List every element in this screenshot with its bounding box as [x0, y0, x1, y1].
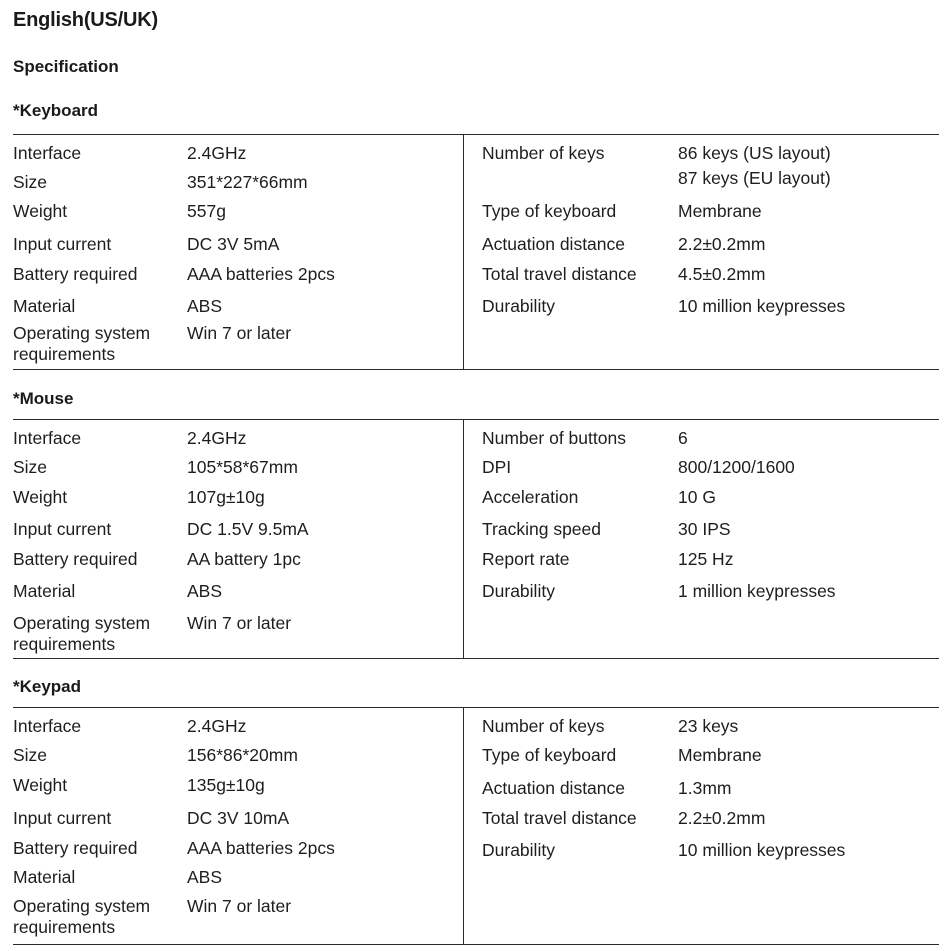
- spec-value: 2.4GHz: [187, 716, 247, 736]
- spec-label: requirements: [13, 634, 116, 654]
- spec-label: Material: [13, 581, 76, 601]
- spec-label: Actuation distance: [482, 778, 626, 798]
- spec-label: Durability: [482, 296, 555, 316]
- spec-label: Number of buttons: [482, 428, 626, 448]
- spec-value: 351*227*66mm: [187, 172, 308, 192]
- spec-value: 87 keys (EU layout): [678, 168, 831, 188]
- spec-value: ABS: [187, 296, 223, 316]
- spec-value: 10 million keypresses: [678, 840, 846, 860]
- spec-label: Size: [13, 745, 48, 765]
- spec-label: Report rate: [482, 549, 570, 569]
- language-title: English(US/UK): [13, 9, 158, 31]
- spec-label: Operating system: [13, 323, 151, 343]
- spec-value: 156*86*20mm: [187, 745, 298, 765]
- spec-value: 2.2±0.2mm: [678, 808, 766, 828]
- spec-value: 2.4GHz: [187, 428, 247, 448]
- spec-label: Interface: [13, 143, 82, 163]
- spec-value: Membrane: [678, 201, 762, 221]
- mouse-bottom-rule: [13, 658, 939, 659]
- spec-value: 1.3mm: [678, 778, 732, 798]
- spec-label: Type of keyboard: [482, 745, 617, 765]
- spec-label: Input current: [13, 519, 112, 539]
- spec-value: 2.2±0.2mm: [678, 234, 766, 254]
- spec-label: Weight: [13, 775, 68, 795]
- keyboard-top-rule: [13, 134, 939, 135]
- spec-value: Win 7 or later: [187, 896, 292, 916]
- spec-value: 10 million keypresses: [678, 296, 846, 316]
- mouse-title: *Mouse: [13, 389, 74, 408]
- spec-value: Win 7 or later: [187, 323, 292, 343]
- spec-label: Durability: [482, 840, 555, 860]
- spec-label: Interface: [13, 428, 82, 448]
- spec-label: Size: [13, 457, 48, 477]
- mouse-column-divider: [463, 419, 464, 659]
- spec-label: Battery required: [13, 549, 138, 569]
- spec-value: AA battery 1pc: [187, 549, 301, 569]
- spec-value: Membrane: [678, 745, 762, 765]
- spec-value: 86 keys (US layout): [678, 143, 831, 163]
- keypad-top-rule: [13, 707, 939, 708]
- spec-label: Acceleration: [482, 487, 579, 507]
- spec-label: Operating system: [13, 613, 151, 633]
- keyboard-column-divider: [463, 134, 464, 370]
- spec-label: Total travel distance: [482, 808, 637, 828]
- spec-label: Tracking speed: [482, 519, 601, 539]
- keypad-title: *Keypad: [13, 677, 82, 696]
- keypad-bottom-rule: [13, 944, 939, 945]
- spec-label: Battery required: [13, 264, 138, 284]
- spec-label: Number of keys: [482, 143, 605, 163]
- spec-value: 107g±10g: [187, 487, 265, 507]
- spec-value: 23 keys: [678, 716, 739, 736]
- spec-label: requirements: [13, 917, 116, 937]
- spec-value: DC 3V 5mA: [187, 234, 280, 254]
- spec-label: Actuation distance: [482, 234, 626, 254]
- spec-value: AAA batteries 2pcs: [187, 264, 335, 284]
- spec-label: Material: [13, 296, 76, 316]
- spec-label: Interface: [13, 716, 82, 736]
- spec-value: ABS: [187, 581, 223, 601]
- spec-value: 800/1200/1600: [678, 457, 795, 477]
- spec-label: Weight: [13, 487, 68, 507]
- spec-value: 125 Hz: [678, 549, 734, 569]
- spec-label: Type of keyboard: [482, 201, 617, 221]
- spec-label: Input current: [13, 808, 112, 828]
- spec-value: 10 G: [678, 487, 716, 507]
- spec-label: Durability: [482, 581, 555, 601]
- spec-label: Total travel distance: [482, 264, 637, 284]
- spec-label: Input current: [13, 234, 112, 254]
- spec-value: 6: [678, 428, 688, 448]
- spec-value: 105*58*67mm: [187, 457, 298, 477]
- spec-value: 4.5±0.2mm: [678, 264, 766, 284]
- spec-label: Number of keys: [482, 716, 605, 736]
- spec-value: 2.4GHz: [187, 143, 247, 163]
- spec-label: Size: [13, 172, 48, 192]
- spec-label: DPI: [482, 457, 512, 477]
- keyboard-title: *Keyboard: [13, 101, 99, 120]
- spec-value: Win 7 or later: [187, 613, 292, 633]
- spec-label: Weight: [13, 201, 68, 221]
- spec-label: Battery required: [13, 838, 138, 858]
- spec-label: Material: [13, 867, 76, 887]
- mouse-top-rule: [13, 419, 939, 420]
- spec-value: ABS: [187, 867, 223, 887]
- spec-label: requirements: [13, 344, 116, 364]
- spec-value: 557g: [187, 201, 226, 221]
- spec-value: 1 million keypresses: [678, 581, 836, 601]
- keyboard-bottom-rule: [13, 369, 939, 370]
- spec-value: 30 IPS: [678, 519, 731, 539]
- spec-value: DC 3V 10mA: [187, 808, 290, 828]
- spec-value: DC 1.5V 9.5mA: [187, 519, 309, 539]
- keypad-column-divider: [463, 707, 464, 945]
- specification-heading: Specification: [13, 57, 119, 76]
- spec-label: Operating system: [13, 896, 151, 916]
- spec-value: 135g±10g: [187, 775, 265, 795]
- spec-value: AAA batteries 2pcs: [187, 838, 335, 858]
